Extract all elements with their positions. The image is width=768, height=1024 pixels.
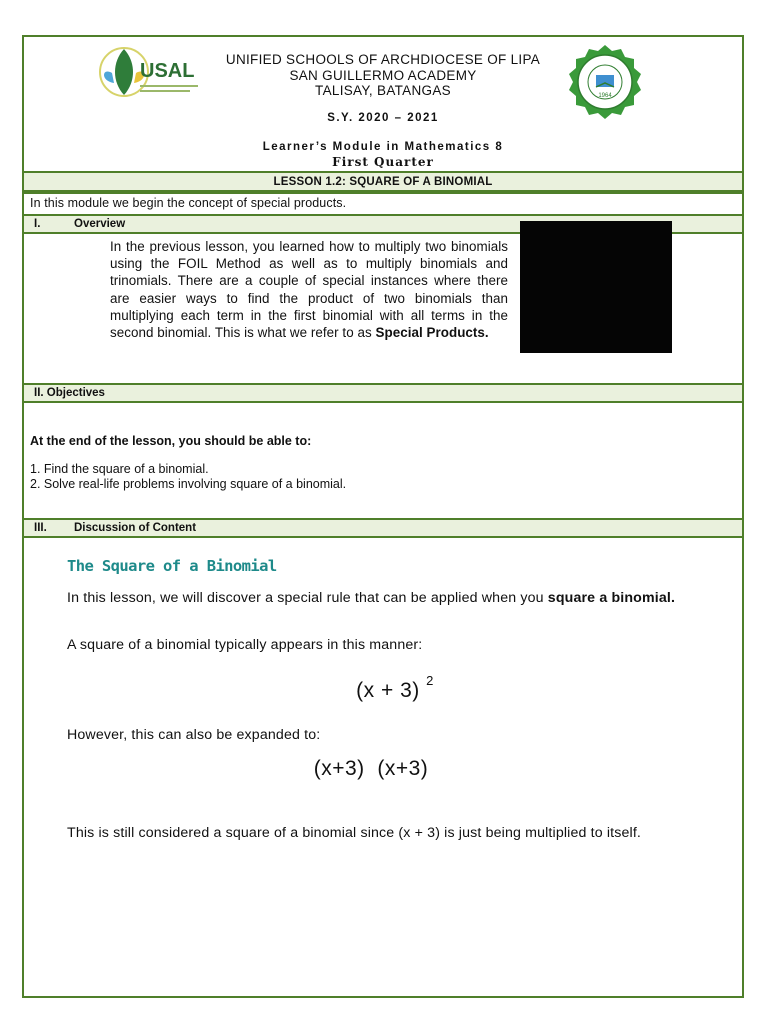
discussion-paragraph-2: A square of a binomial typically appears in this manner:: [67, 637, 423, 653]
overview-label: Overview: [74, 218, 126, 230]
overview-special-products: Special Products.: [375, 325, 489, 341]
lesson-intro: In this module we begin the concept of special products.: [30, 196, 347, 210]
school-name-line-2: SAN GUILLERMO ACADEMY: [289, 68, 477, 83]
svg-text:1964: 1964: [598, 93, 612, 99]
objectives-heading: [24, 383, 742, 403]
svg-text:USAL: USAL: [140, 60, 195, 82]
discussion-title: The Square of a Binomial: [67, 557, 277, 575]
school-name-line-1: UNIFIED SCHOOLS OF ARCHDIOCESE OF LIPA: [225, 52, 541, 67]
lesson-title-band: LESSON 1.2: SQUARE OF A BINOMIAL: [24, 171, 742, 192]
module-header: [24, 37, 742, 172]
quarter-label: First Quarter: [332, 155, 434, 169]
objectives-lead: At the end of the lesson, you should be able to:: [30, 434, 312, 448]
objectives-label: II. Objectives: [34, 387, 105, 399]
overview-number: I.: [34, 218, 41, 230]
objective-item: 1. Find the square of a binomial.: [30, 462, 209, 476]
module-page: [22, 35, 744, 998]
discussion-paragraph-4: This is still considered a square of a binomial since (x + 3) is just being multiplied to itself.: [67, 825, 642, 841]
paragraph-1-bold: square a binomial.: [547, 590, 676, 606]
discussion-number: III.: [34, 522, 47, 534]
discussion-heading: [24, 518, 742, 538]
paragraph-1-text: In this lesson, we will discover a special rule that can be applied when you: [67, 590, 548, 606]
divider: [24, 192, 742, 194]
formula-exponent: 2: [426, 673, 434, 688]
discussion-paragraph-3: However, this can also be expanded to:: [67, 727, 321, 743]
overview-text: [110, 238, 508, 341]
module-title: Learner’s Module in Mathematics 8: [262, 141, 504, 153]
school-location: TALISAY, BATANGAS: [315, 83, 451, 98]
overview-image: [520, 221, 672, 353]
objective-item: 2. Solve real-life problems involving square of a binomial.: [30, 477, 347, 491]
san-guillermo-seal: [565, 43, 645, 121]
formula-squared: [36, 673, 754, 703]
formula-base: (x + 3): [356, 679, 420, 702]
discussion-paragraph-1: [67, 590, 697, 607]
formula-expanded: (x+3) (x+3): [313, 757, 429, 780]
school-year: S.Y. 2020 – 2021: [327, 112, 439, 124]
discussion-label: Discussion of Content: [74, 522, 197, 534]
overview-body: In the previous lesson, you learned how to multiply two binomials using the FOIL Method as well as to multiply binomials and trinomials. There are a couple of special instances where there are easier ways to find the product of two binomials than multiplying each term in the first binomial with all terms in the second binomial. This is what we refer to as: [110, 239, 508, 341]
